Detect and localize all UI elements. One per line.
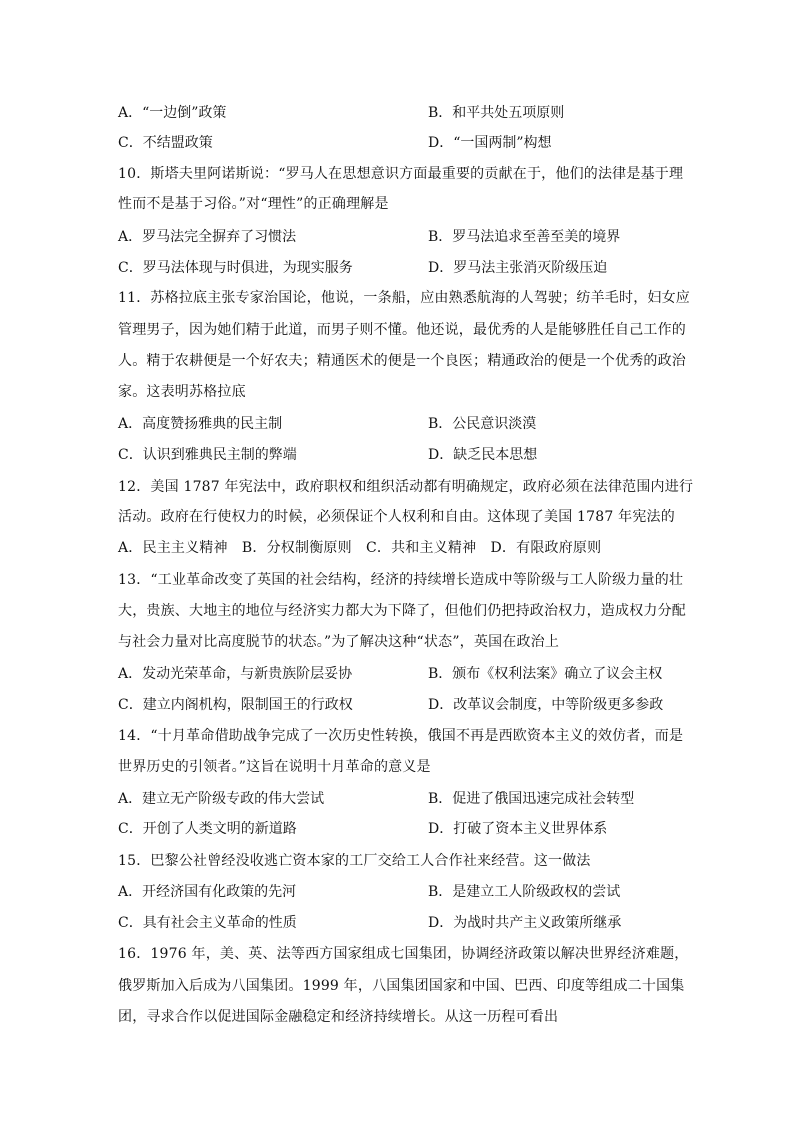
option-a[interactable]: A．罗马法完全摒弃了习惯法 — [118, 229, 297, 245]
option-a[interactable]: A．建立无产阶级专政的伟大尝试 — [118, 791, 325, 807]
option-d[interactable]: D．为战时共产主义政策所继承 — [428, 915, 622, 931]
q12-options-line[interactable]: A．民主主义精神 B．分权制衡原则 C．共和主义精神 D．有限政府原则 — [118, 540, 602, 556]
option-d[interactable]: D．缺乏民本思想 — [428, 447, 538, 463]
q11-stem-line-4: 家。这表明苏格拉底 — [118, 384, 246, 400]
option-b[interactable]: B．和平共处五项原则 — [428, 105, 565, 121]
option-c[interactable]: C．建立内阁机构，限制国王的行政权 — [118, 697, 353, 713]
option-d[interactable]: D．“一国两制”构想 — [428, 135, 552, 151]
q14-stem-line-1: 14．“十月革命借助战争完成了一次历史性转换，俄国不再是西欧资本主义的效仿者，而是 — [118, 728, 684, 744]
q10-stem-line-1: 10．斯塔夫里阿诺斯说：“罗马人在思想意识方面最重要的贡献在于，他们的法律是基于理 — [118, 166, 684, 182]
option-a[interactable]: A．发动光荣革命，与新贵族阶层妥协 — [118, 666, 353, 682]
option-c[interactable]: C．具有社会主义革命的性质 — [118, 915, 297, 931]
option-c[interactable]: C．开创了人类文明的新道路 — [118, 821, 297, 837]
q16-stem-line-1: 16．1976 年，美、英、法等西方国家组成七国集团，协调经济政策以解决世界经济难题， — [118, 946, 689, 962]
option-b[interactable]: B．颁布《权利法案》确立了议会主权 — [428, 666, 663, 682]
option-c[interactable]: C．不结盟政策 — [118, 135, 213, 151]
option-d[interactable]: D．罗马法主张消灭阶级压迫 — [428, 260, 608, 276]
option-d[interactable]: D．改革议会制度，中等阶级更多参政 — [428, 697, 664, 713]
q13-stem-line-2: 大，贵族、大地主的地位与经济实力都大为下降了，但他们仍把持政治权力，造成权力分配 — [118, 603, 686, 619]
q10-stem-line-2: 性而不是基于习俗。”对“理性”的正确理解是 — [118, 196, 389, 212]
q11-stem-line-2: 管理男子，因为她们精于此道，而男子则不懂。他还说，最优秀的人是能够胜任自己工作的 — [118, 322, 686, 338]
q11-stem-line-3: 人。精于农耕便是一个好农夫；精通医术的便是一个良医；精通政治的便是一个优秀的政治 — [118, 353, 686, 369]
q12-stem-line-1: 12．美国 1787 年宪法中，政府职权和组织活动都有明确规定，政府必须在法律范围内进行 — [118, 479, 694, 495]
option-b[interactable]: B．公民意识淡漠 — [428, 416, 537, 432]
option-c[interactable]: C．罗马法体现与时俱进，为现实服务 — [118, 260, 353, 276]
q16-stem-line-2: 俄罗斯加入后成为八国集团。1999 年，八国集团国家和中国、巴西、印度等组成二十国集 — [118, 978, 685, 994]
q12-stem-line-2: 活动。政府在行使权力的时候，必须保证个人权利和自由。这体现了美国 1787 年宪法的 — [118, 509, 675, 525]
option-a[interactable]: A．高度赞扬雅典的民主制 — [118, 416, 283, 432]
q16-stem-line-3: 团，寻求合作以促进国际金融稳定和经济持续增长。从这一历程可看出 — [118, 1009, 559, 1025]
q13-stem-line-1: 13．“工业革命改变了英国的社会结构，经济的持续增长造成中等阶级与工人阶级力量的壮 — [118, 572, 684, 588]
option-d[interactable]: D．打破了资本主义世界体系 — [428, 821, 608, 837]
q11-stem-line-1: 11．苏格拉底主张专家治国论，他说，一条船，应由熟悉航海的人驾驶；纺羊毛时，妇女应 — [118, 290, 691, 306]
q13-stem-line-3: 与社会力量对比高度脱节的状态。”为了解决这种“状态”，英国在政治上 — [118, 634, 560, 650]
q15-stem-line-1: 15．巴黎公社曾经没收逃亡资本家的工厂交给工人合作社来经营。这一做法 — [118, 853, 591, 869]
option-b[interactable]: B．促进了俄国迅速完成社会转型 — [428, 791, 635, 807]
option-a[interactable]: A．“一边倒”政策 — [118, 105, 227, 121]
q14-stem-line-2: 世界历史的引领者。”这旨在说明十月革命的意义是 — [118, 759, 431, 775]
option-b[interactable]: B．是建立工人阶级政权的尝试 — [428, 884, 621, 900]
option-b[interactable]: B．罗马法追求至善至美的境界 — [428, 229, 621, 245]
option-c[interactable]: C．认识到雅典民主制的弊端 — [118, 447, 297, 463]
option-a[interactable]: A．开经济国有化政策的先河 — [118, 884, 297, 900]
